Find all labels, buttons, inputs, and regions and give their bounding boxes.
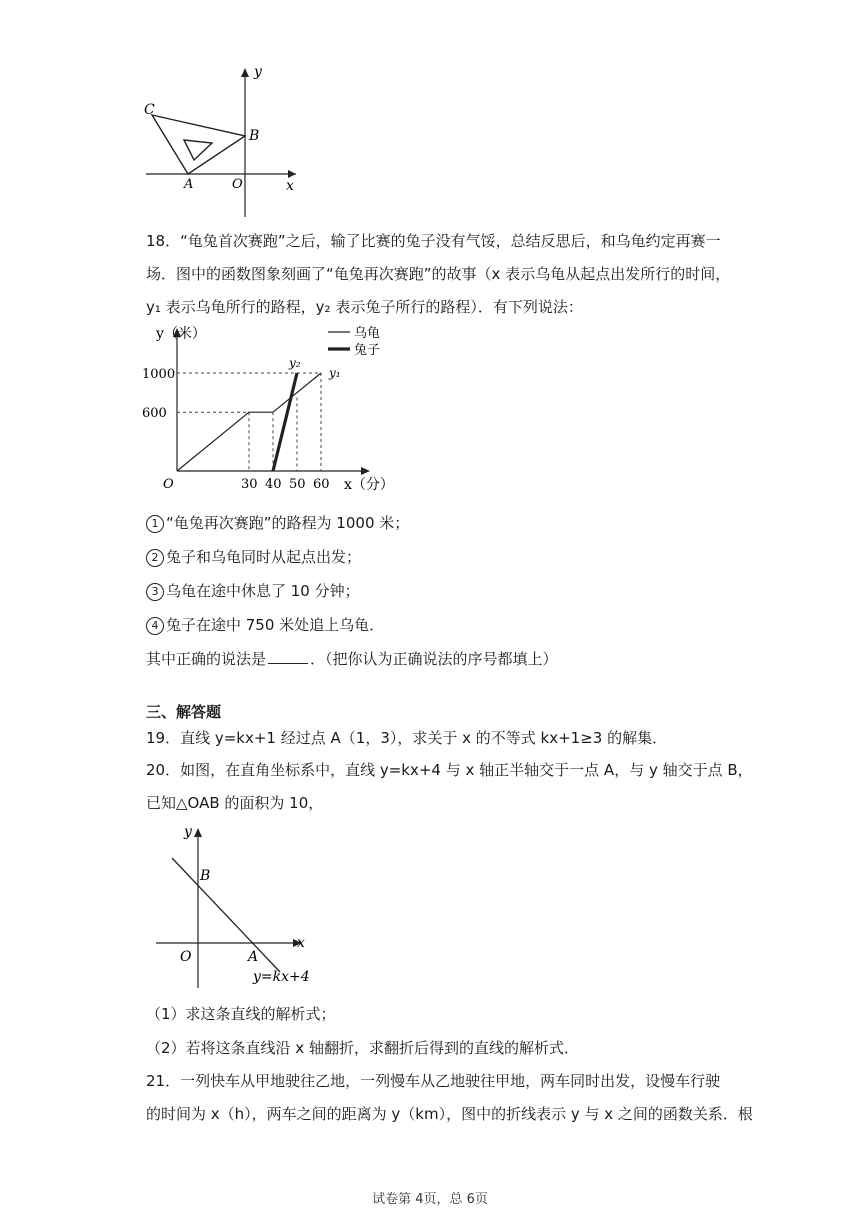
q20-equation-label: y=kx+4: [253, 969, 310, 985]
fig17-x-label: x: [286, 178, 294, 194]
y-tick-label: 600: [142, 406, 167, 422]
answer-blank[interactable]: [268, 663, 308, 664]
circled-number: 2: [146, 549, 164, 567]
circled-number: 4: [146, 617, 164, 635]
q20-x-label: x: [297, 935, 305, 951]
q20-o-label: O: [180, 949, 192, 965]
q20-line-diagram: [150, 818, 320, 990]
page-footer: 试卷第 4页，总 6页: [372, 1192, 488, 1207]
series-line-rabbit: [273, 373, 297, 471]
fig17-triangle-diagram: [138, 62, 308, 222]
y-tick-label: 1000: [142, 367, 176, 382]
circled-number: 1: [146, 515, 164, 533]
q18-option-4: [146, 614, 384, 635]
q18-race-chart: [140, 322, 400, 502]
option-text: 兔子在途中 750 米处追上乌龟．: [166, 616, 385, 634]
section-title: 三、解答题: [146, 703, 222, 721]
origin-label: O: [163, 477, 174, 492]
q20-line1: 20．如图，在直角坐标系中，直线 y=kx+4 与 x 轴正半轴交于一点 A，与 y 轴交于点 B，: [146, 761, 753, 779]
x-axis-arrow: [361, 467, 370, 475]
fig17-b-label: B: [249, 128, 260, 144]
series-label-y2: y₂: [289, 356, 301, 370]
fig17-c-label: C: [144, 102, 155, 118]
q18-answer-line: [146, 648, 558, 669]
circled-number: 3: [146, 583, 164, 601]
fig17-o-label: O: [232, 177, 243, 192]
fig17-a-label: A: [184, 177, 194, 192]
q19-text: 19．直线 y=kx+1 经过点 A（1，3），求关于 x 的不等式 kx+1≥3 的解集．: [146, 729, 668, 747]
legend-label-tortoise: 乌龟: [354, 326, 381, 341]
y-axis-label: y（米）: [156, 326, 206, 342]
answer-prefix: 其中正确的说法是: [146, 650, 267, 668]
q20-line2: 已知△OAB 的面积为 10，: [146, 794, 324, 812]
q20-sub1: （1）求这条直线的解析式；: [146, 1005, 336, 1023]
q18-line1: 18．“龟兔首次赛跑”之后，输了比赛的兔子没有气馁，总结反思后，和乌龟约定再赛一: [146, 232, 721, 250]
x-axis-label: x（分）: [344, 477, 394, 493]
option-text: 乌龟在途中休息了 10 分钟；: [166, 582, 360, 600]
x-tick-label: 60: [313, 477, 330, 492]
q20-y-label: y: [184, 824, 192, 840]
q20-sub2: （2）若将这条直线沿 x 轴翻折，求翻折后得到的直线的解析式．: [146, 1039, 579, 1057]
q18-option-3: [146, 580, 360, 601]
q18-option-1: [146, 512, 409, 533]
option-text: “龟兔再次赛跑”的路程为 1000 米；: [166, 514, 410, 532]
q20-b-label: B: [200, 868, 211, 884]
q21-line2: 的时间为 x（h），两车之间的距离为 y（km），图中的折线表示 y 与 x 之间的函数关系．根: [146, 1105, 753, 1123]
fig17-y-label: y: [254, 64, 262, 80]
option-text: 兔子和乌龟同时从起点出发；: [166, 548, 362, 566]
q21-line1: 21．一列快车从甲地驶往乙地，一列慢车从乙地驶往甲地，两车同时出发，设慢车行驶: [146, 1072, 721, 1090]
q18-option-2: [146, 546, 361, 567]
series-label-y1: y₁: [329, 366, 341, 380]
x-tick-label: 30: [241, 477, 258, 492]
q18-line2: 场．图中的函数图象刻画了“龟兔再次赛跑”的故事（x 表示乌龟从起点出发所行的时间，: [146, 265, 731, 283]
x-tick-label: 50: [289, 477, 306, 492]
answer-suffix: ．（把你认为正确说法的序号都填上）: [310, 650, 558, 668]
q20-a-label: A: [248, 949, 259, 965]
x-tick-label: 40: [265, 477, 282, 492]
q18-line3: y₁ 表示乌龟所行的路程，y₂ 表示兔子所行的路程）．有下列说法：: [146, 298, 583, 316]
legend-label-rabbit: 兔子: [354, 343, 381, 358]
